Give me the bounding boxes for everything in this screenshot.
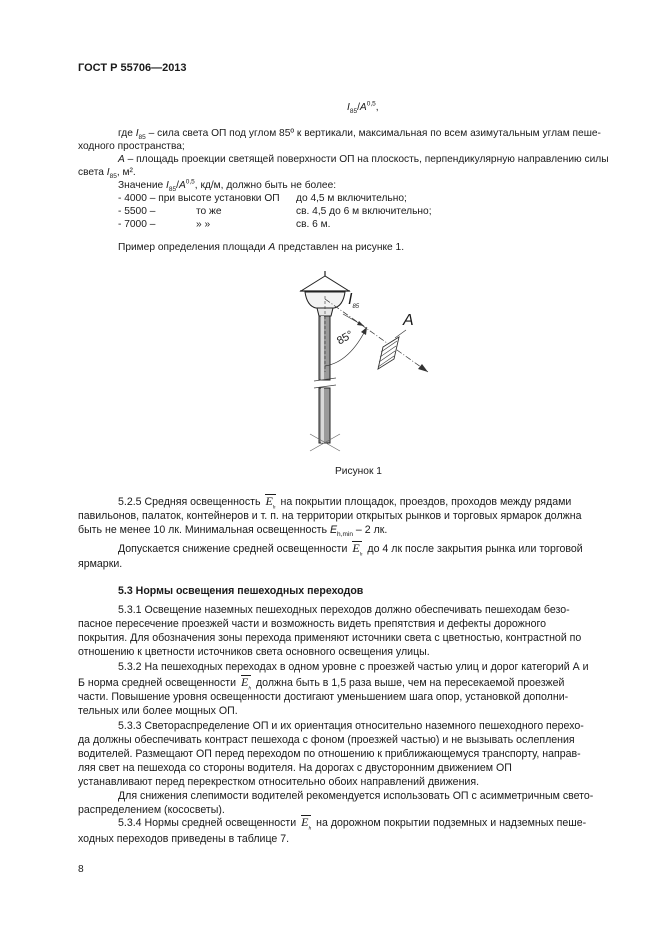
val-I: I <box>166 180 169 191</box>
lamp-cone <box>301 276 349 291</box>
limit-item-b: до 4,5 м включительно; <box>296 193 407 204</box>
s525-text: на покрытии площадок, проездов, проходов между рядами <box>277 496 572 508</box>
def-text: – сила света ОП под углом 85º к вертикали, максимальная по всем азимутальным углам пеше- <box>145 128 601 139</box>
s532-text: должна быть в 1,5 раза выше, чем на пересекаемой проезжей <box>253 677 565 689</box>
s534-line1 <box>118 815 586 831</box>
s532-text: Б норма средней освещенности <box>78 677 239 689</box>
formula-sup: 0,5 <box>366 100 376 108</box>
s525-line3 <box>78 523 387 538</box>
i85-arrowhead <box>357 321 364 326</box>
s525-line2: павильонов, палаток, контейнеров и т. п. на территории открытых рынков и торговых ярмарок должна <box>78 510 582 522</box>
e-symbol: E <box>301 815 309 829</box>
e-sub: h,min <box>337 531 353 539</box>
s533-line: устанавливают перед перекрестком относительно обоих направлений движения. <box>78 776 480 788</box>
example-text: представлен на рисунке 1. <box>275 242 405 253</box>
s532-line: части. Повышение уровня освещенности достигают уменьшением шага опор, установкой дополни- <box>78 691 569 703</box>
val-I-sub: 85 <box>168 186 177 194</box>
def-I: I <box>106 167 110 178</box>
definition-I85-line2: ходного пространства; <box>78 141 185 152</box>
lamp-bowl <box>305 292 345 308</box>
section-heading: 5.3 Нормы освещения пешеходных переходов <box>118 585 364 597</box>
s525-line1 <box>118 494 571 510</box>
figure-label-A: A <box>403 312 414 329</box>
def-I-sub: 85 <box>138 134 146 142</box>
s531-line: отношению к цветности источников света основного освещения улицы. <box>78 646 430 658</box>
e-sub: h <box>308 825 312 832</box>
e-sub: h <box>359 551 363 558</box>
formula-I: I <box>347 102 350 113</box>
limit-item-b: св. 4,5 до 6 м включительно; <box>296 206 432 217</box>
e-symbol: E <box>352 541 360 555</box>
example-A: A <box>268 242 276 253</box>
limit-item-a: - 4000 – при высоте установки ОП <box>118 193 280 204</box>
formula-slash: / <box>357 102 360 113</box>
e-h-avg <box>263 494 277 509</box>
pole-highlight <box>321 388 324 443</box>
s525-text: 5.2.5 Средняя освещенность <box>118 496 264 508</box>
s533-line: да должны обеспечивать контраст пешехода с фоном (проезжей частью) и не вызывать ослепления <box>78 734 575 746</box>
example-text: Пример определения площади <box>118 242 269 253</box>
s532-line: 5.3.2 На пешеходных переходах в одном уровне с проезжей частью улиц и дорог категорий А и <box>118 661 589 673</box>
s525-text: Допускается снижение средней освещенности <box>118 543 351 555</box>
document-header: ГОСТ Р 55706—2013 <box>78 62 187 74</box>
val-sup: 0,5 <box>185 178 195 186</box>
figure-label-I <box>348 291 359 309</box>
s534-line2: ходных переходов приведены в таблице 7. <box>78 833 290 845</box>
e-h-avg <box>350 541 364 556</box>
page-number: 8 <box>78 864 84 875</box>
def-A: A <box>118 154 125 165</box>
limit-item-m: » » <box>196 219 211 230</box>
s525-text: – 2 лк. <box>352 524 388 536</box>
limit-item-a: - 7000 – <box>118 219 156 230</box>
e-symbol: E <box>329 524 338 536</box>
def-prefix: где <box>118 128 136 139</box>
pole-highlight <box>321 316 324 380</box>
e-h-avg <box>239 675 253 690</box>
e-symbol: E <box>240 675 249 689</box>
s531-line: пасное пересечение проезжей части и возможность видеть препятствия и дефекты дорожного <box>78 618 547 630</box>
limit-item-b: св. 6 м. <box>296 219 331 230</box>
def-I-sub: 85 <box>109 173 117 181</box>
s534-text: 5.3.4 Нормы средней освещенности <box>118 817 300 829</box>
formula-I-sub: 85 <box>349 108 358 116</box>
val-A: A <box>178 180 186 191</box>
label-I: I <box>348 291 353 308</box>
s534-text: на дорожном покрытии подземных и надземных пеше- <box>313 817 587 829</box>
limit-item-a: - 5500 – <box>118 206 156 217</box>
angle-arc-arrow <box>361 327 367 335</box>
s525-para2 <box>118 541 583 557</box>
s532-line <box>78 675 564 691</box>
formula-tail: , <box>375 102 379 113</box>
s532-line: тельных или более мощных ОП. <box>78 705 238 717</box>
formula-A: A <box>359 102 367 113</box>
e-sub: h <box>272 504 276 511</box>
glare-line: Для снижения слепимости водителей рекомендуется использовать ОП с асимметричным свето- <box>118 790 594 802</box>
val-text: , кд/м, должно быть не более: <box>194 180 337 191</box>
glare-line: распределением (кососветы). <box>78 804 225 816</box>
a-leader <box>395 330 406 338</box>
val-text: Значение <box>118 180 167 191</box>
def-text: света <box>78 167 107 178</box>
pole-upper <box>319 316 330 380</box>
limit-item-m: то же <box>196 206 222 217</box>
figure-angle-label: 85° <box>335 328 356 348</box>
s533-line: 5.3.3 Светораспределение ОП и их ориентация относительно наземного пешеходного перехо- <box>118 720 584 732</box>
def-text: , м². <box>116 167 136 178</box>
s525-text: быть не менее 10 лк. Минимальная освещенность <box>78 524 330 536</box>
def-text: – площадь проекции светящей поверхности ОП на плоскость, перпендикулярную направлению силы <box>124 154 609 165</box>
figure-caption: Рисунок 1 <box>335 466 382 477</box>
s533-line: водителей. Размещают ОП перед переходом по отношению к приближающемуся транспорту, направ- <box>78 748 581 760</box>
s533-line: ляя свет на пешехода со стороны водителя. На дорогах с двусторонним движением ОП <box>78 762 512 774</box>
pole-lower <box>319 388 330 443</box>
label-I-sub: 85 <box>352 304 360 311</box>
def-I: I <box>135 128 139 139</box>
ray-arrowhead <box>418 364 428 372</box>
e-symbol: E <box>265 494 273 508</box>
e-h-avg <box>299 815 313 830</box>
e-sub: h <box>248 685 252 692</box>
s531-line: 5.3.1 Освещение наземных пешеходных переходов должно обеспечивать пешеходам безо- <box>118 604 570 616</box>
s531-line: покрытия. Для обозначения зоны перехода применяют источники света с цветностью, контрастной по <box>78 632 582 644</box>
s525-text: до 4 лк после закрытия рынка или торговой <box>364 543 583 555</box>
val-slash: / <box>176 180 179 191</box>
s525-para2-line2: ярмарки. <box>78 558 123 570</box>
